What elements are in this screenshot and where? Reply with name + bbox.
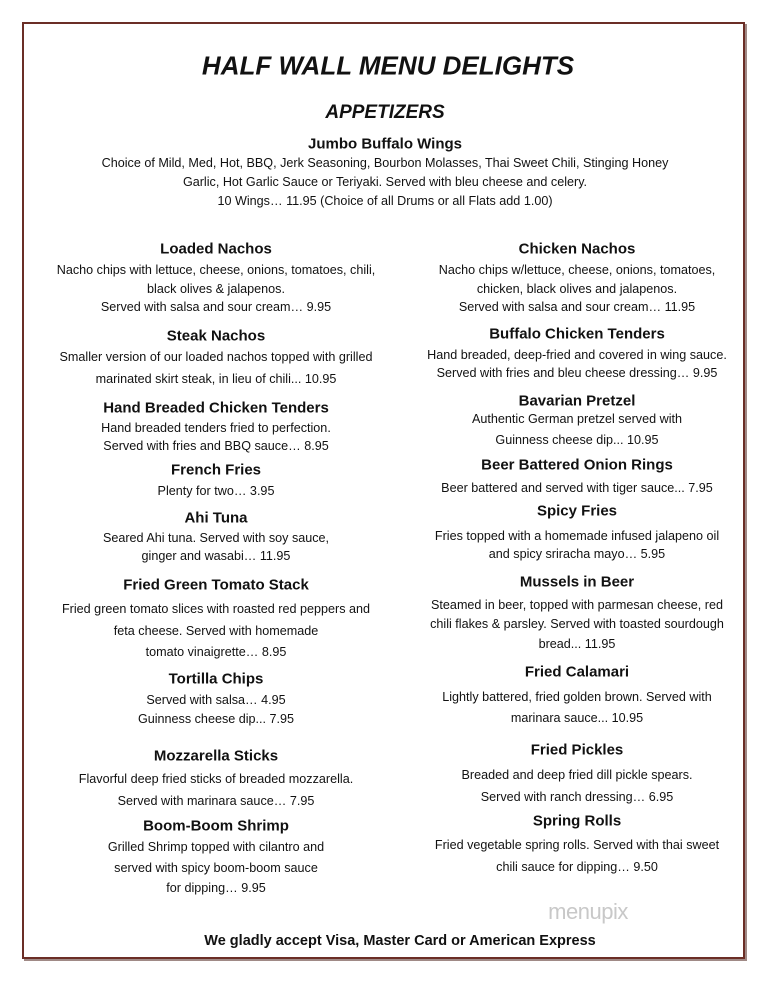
menu-item-description: Grilled Shrimp topped with cilantro and: [107, 840, 325, 854]
menu-item-description: Authentic German pretzel served with: [472, 412, 682, 426]
menu-item-description: Served with fries and BBQ sauce… 8.95: [103, 439, 329, 453]
menu-item-description: ginger and wasabi… 11.95: [141, 549, 291, 563]
menu-item-description: Hand breaded tenders fried to perfection.: [101, 421, 331, 435]
menu-item-description: for dipping… 9.95: [166, 881, 266, 895]
menu-item-description: Breaded and deep fried dill pickle spears.: [461, 768, 693, 782]
menu-item-name: Hand Breaded Chicken Tenders: [103, 399, 329, 417]
menu-item-description: black olives & jalapenos.: [147, 282, 285, 296]
menu-item-name: French Fries: [170, 461, 262, 479]
menu-item-description: Steamed in beer, topped with parmesan cheese, red: [431, 598, 723, 612]
menu-item-name: Bavarian Pretzel: [518, 392, 636, 410]
menu-item-description: marinara sauce... 10.95: [510, 711, 644, 725]
menu-item-description: Flavorful deep fried sticks of breaded mozzarella.: [78, 772, 354, 786]
menu-item-description: chili flakes & parsley. Served with toasted sourdough: [430, 617, 724, 631]
menu-item-description: Served with salsa and sour cream… 11.95: [458, 300, 696, 314]
menu-item-name: Loaded Nachos: [160, 240, 272, 258]
menu-item-description: Plenty for two… 3.95: [157, 484, 275, 498]
payment-footer: We gladly accept Visa, Master Card or American Express: [204, 933, 596, 949]
menu-item-name: Boom-Boom Shrimp: [143, 817, 289, 835]
menu-item-description: Served with fries and bleu cheese dressing… 9.95: [436, 366, 718, 380]
menu-item-description: Fried green tomato slices with roasted red peppers and: [61, 602, 371, 616]
menu-item-description: Choice of Mild, Med, Hot, BBQ, Jerk Seasoning, Bourbon Molasses, Thai Sweet Chili, Stinging Honey: [101, 156, 669, 170]
menu-item-description: Beer battered and served with tiger sauce... 7.95: [441, 481, 713, 495]
menu-item-description: Guinness cheese dip... 7.95: [137, 712, 295, 726]
menu-item-name: Fried Calamari: [524, 663, 630, 681]
menu-item-name: Mozzarella Sticks: [153, 747, 279, 765]
menu-item-description: Smaller version of our loaded nachos topped with grilled: [59, 350, 373, 364]
menu-item-description: served with spicy boom-boom sauce: [114, 861, 318, 875]
menu-item-name: Jumbo Buffalo Wings: [307, 135, 463, 153]
menu-item-name: Buffalo Chicken Tenders: [489, 325, 665, 343]
menu-title: HALF WALL MENU DELIGHTS: [201, 50, 575, 81]
menu-item-description: Seared Ahi tuna. Served with soy sauce,: [102, 531, 330, 545]
menu-item-description: feta cheese. Served with homemade: [113, 624, 319, 638]
menu-item-description: 10 Wings… 11.95 (Choice of all Drums or all Flats add 1.00): [217, 194, 553, 208]
menu-item-name: Chicken Nachos: [518, 240, 636, 258]
menu-item-description: chicken, black olives and jalapenos.: [476, 282, 678, 296]
menu-item-name: Fried Green Tomato Stack: [123, 576, 309, 594]
menu-item-description: chili sauce for dipping… 9.50: [496, 860, 658, 874]
menu-item-name: Mussels in Beer: [519, 573, 635, 591]
menu-item-description: tomato vinaigrette… 8.95: [145, 645, 287, 659]
menu-item-description: Lightly battered, fried golden brown. Served with: [442, 690, 712, 704]
menu-item-name: Fried Pickles: [530, 741, 624, 759]
menu-item-description: marinated skirt steak, in lieu of chili... 10.95: [95, 372, 337, 386]
menu-item-description: bread... 11.95: [538, 637, 616, 651]
watermark-logo: menupix: [548, 899, 628, 924]
menu-item-name: Beer Battered Onion Rings: [481, 456, 673, 474]
menu-item-description: Guinness cheese dip... 10.95: [495, 433, 659, 447]
menu-item-name: Spicy Fries: [536, 502, 618, 520]
menu-item-name: Spring Rolls: [532, 812, 622, 830]
menu-item-description: Fried vegetable spring rolls. Served with thai sweet: [434, 838, 720, 852]
menu-item-description: Fries topped with a homemade infused jalapeno oil: [434, 529, 720, 543]
menu-item-name: Steak Nachos: [166, 327, 266, 345]
menu-item-description: Nacho chips w/lettuce, cheese, onions, tomatoes,: [438, 263, 716, 277]
menu-item-description: Served with salsa and sour cream… 9.95: [100, 300, 332, 314]
menu-item-description: Nacho chips with lettuce, cheese, onions, tomatoes, chili,: [56, 263, 376, 277]
menu-item-description: Served with ranch dressing… 6.95: [480, 790, 674, 804]
menu-item-description: and spicy sriracha mayo… 5.95: [488, 547, 666, 561]
menu-item-name: Tortilla Chips: [168, 670, 264, 688]
menu-item-description: Served with salsa… 4.95: [146, 693, 286, 707]
section-heading: APPETIZERS: [325, 102, 445, 123]
menu-item-name: Ahi Tuna: [184, 509, 248, 527]
menu-item-description: Garlic, Hot Garlic Sauce or Teriyaki. Served with bleu cheese and celery.: [182, 175, 588, 189]
menu-item-description: Served with marinara sauce… 7.95: [117, 794, 315, 808]
menu-item-description: Hand breaded, deep-fried and covered in wing sauce.: [427, 348, 727, 362]
